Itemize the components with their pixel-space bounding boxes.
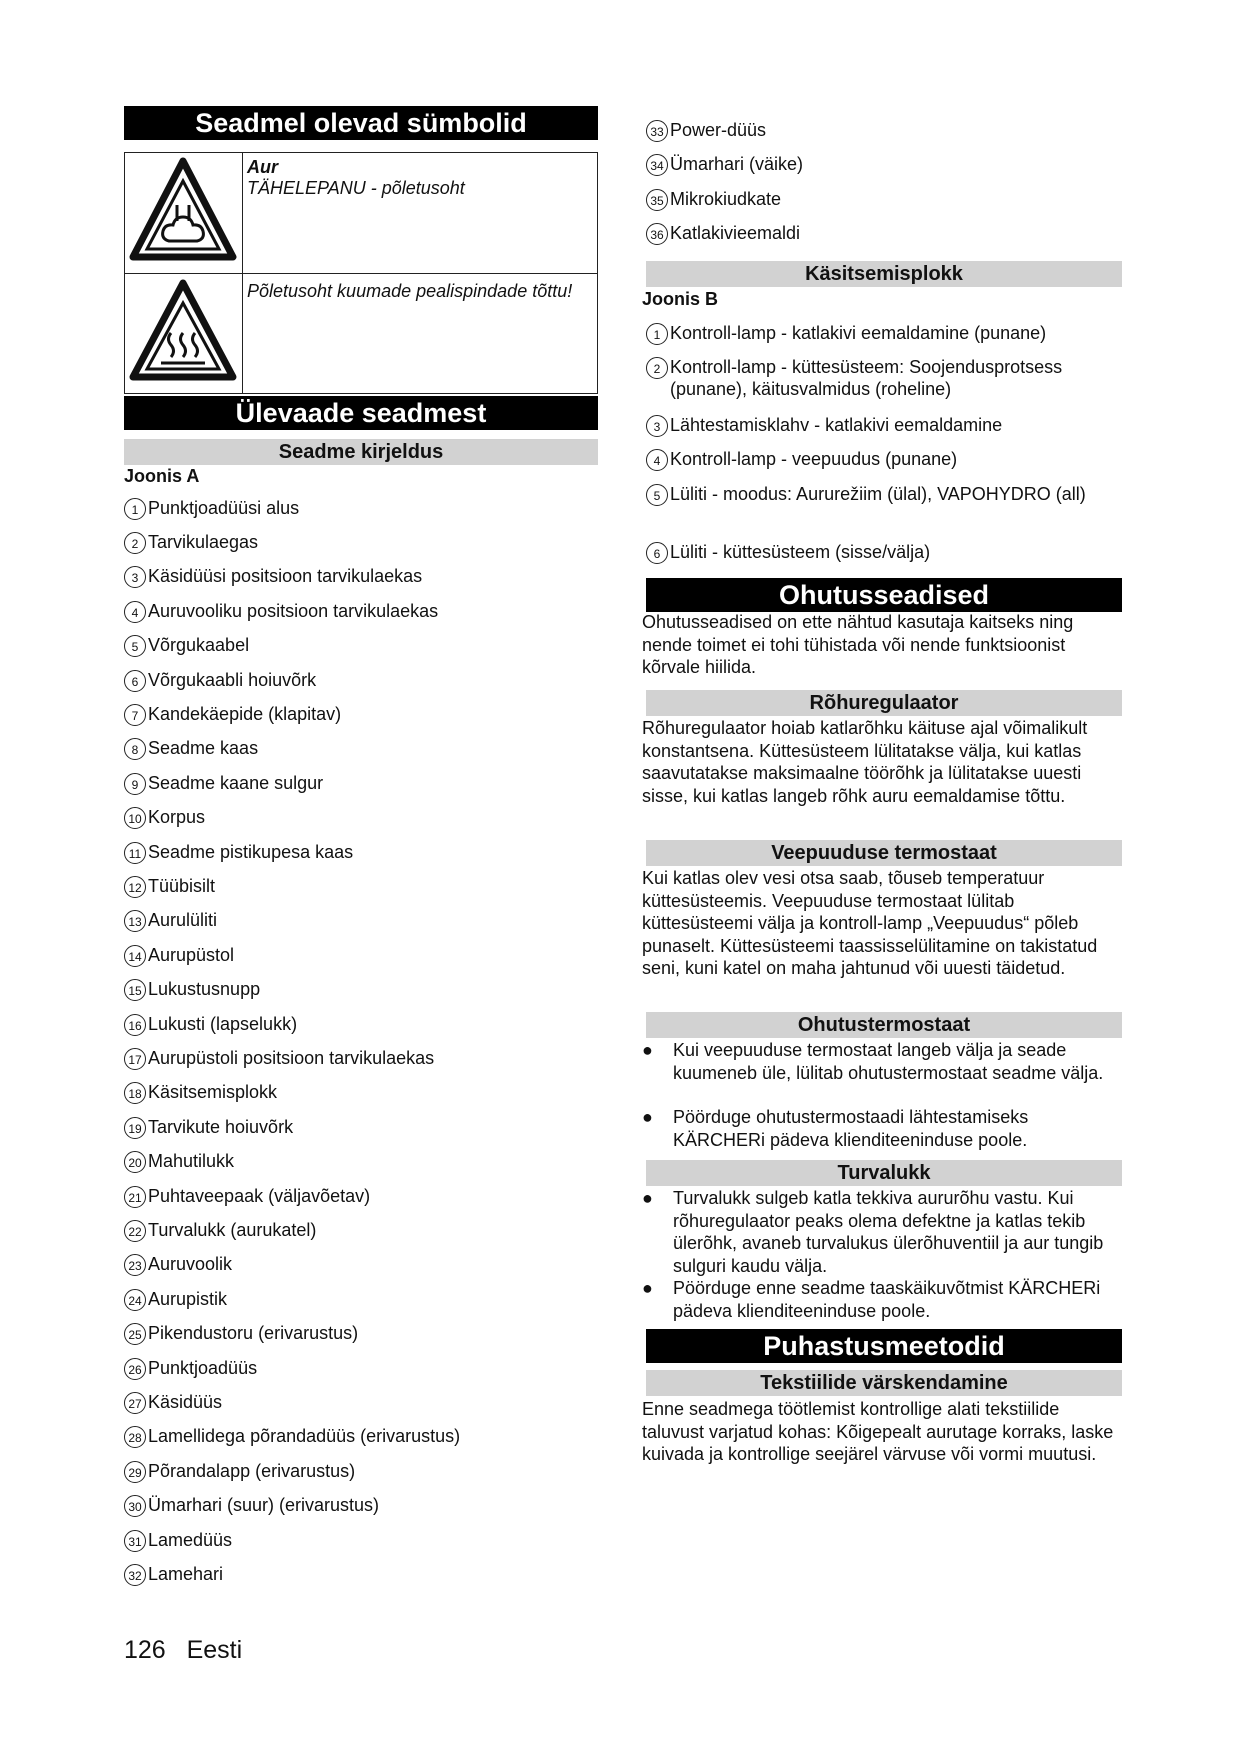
list-item: 3 Käsidüüsi positsioon tarvikulaekas — [124, 565, 422, 588]
list-item: 6 Võrgukaabli hoiuvõrk — [124, 669, 316, 692]
pressure-regulator-heading: Rõhuregulaator — [646, 690, 1122, 716]
symbol-row-1-label: Aur — [247, 157, 278, 177]
list-item: 21 Puhtaveepaak (väljavõetav) — [124, 1185, 370, 1208]
list-item: 17 Aurupüstoli positsioon tarvikulaekas — [124, 1047, 434, 1070]
bullet-item: ● Turvalukk sulgeb katla tekkiva aururõhu vastu. Kui rõhuregulaator peaks olema defektne ja katlas tekib ülerõhk, avaneb turvalukus ülerõhuventiil ja aur tungib sulguri kaudu välja. — [642, 1188, 1104, 1276]
list-item: 32 Lamehari — [124, 1563, 223, 1586]
list-item: 33 Power-düüs — [646, 119, 766, 142]
figure-b-label: Joonis B — [642, 289, 719, 309]
list-item: 6 Lüliti - küttesüsteem (sisse/välja) — [646, 541, 1116, 564]
cleaning-heading: Puhastusmeetodid — [646, 1329, 1122, 1363]
list-item: 2 Tarvikulaegas — [124, 531, 258, 554]
list-item: 8 Seadme kaas — [124, 737, 258, 760]
list-item: 13 Aurulüliti — [124, 909, 217, 932]
list-item: 20 Mahutilukk — [124, 1150, 234, 1173]
list-item: 36 Katlakivieemaldi — [646, 222, 800, 245]
list-item: 16 Lukusti (lapselukk) — [124, 1013, 297, 1036]
list-item: 25 Pikendustoru (erivarustus) — [124, 1322, 358, 1345]
list-item: 1 Kontroll-lamp - katlakivi eemaldamine (punane) — [646, 322, 1116, 345]
hot-surface-warning-icon — [125, 273, 241, 391]
list-item: 24 Aurupistik — [124, 1288, 227, 1311]
list-item: 35 Mikrokiudkate — [646, 188, 781, 211]
list-item: 5 Võrgukaabel — [124, 634, 249, 657]
list-item: 19 Tarvikute hoiuvõrk — [124, 1116, 293, 1139]
water-thermostat-text: Kui katlas olev vesi otsa saab, tõuseb temperatuur küttesüsteemis. Veepuuduse termostaat lülitab küttesüsteemi välja ja kontroll-lamp „Veepuudus“ põleb punaselt. Küttesüsteemi taassisselülitamine on takistatud seni, kuni katel on maha jahtunud või uuesti täidetud. — [642, 868, 1098, 978]
list-item: 11 Seadme pistikupesa kaas — [124, 841, 353, 864]
bullet-item: ● Pöörduge enne seadme taaskäikuvõtmist KÄRCHERi pädeva klienditeeninduse poole. — [642, 1278, 1101, 1321]
textiles-text: Enne seadmega töötlemist kontrollige alati tekstiilide taluvust varjatud kohas: Kõigepealt aurutage korraks, laske kuivada ja kontrollige seejärel värvuse või vormi muutusi. — [642, 1399, 1114, 1464]
device-description-heading: Seadme kirjeldus — [124, 439, 598, 465]
symbols-heading: Seadmel olevad sümbolid — [124, 106, 598, 140]
list-item: 26 Punktjoadüüs — [124, 1357, 257, 1380]
list-item: 7 Kandekäepide (klapitav) — [124, 703, 341, 726]
list-item: 27 Käsidüüs — [124, 1391, 222, 1414]
safety-lock-heading: Turvalukk — [646, 1160, 1122, 1186]
hot-surface-warning-cell — [125, 273, 243, 393]
list-item: 23 Auruvoolik — [124, 1253, 232, 1276]
list-item: 14 Aurupüstol — [124, 944, 234, 967]
page-footer — [124, 1636, 242, 1665]
list-item: 4 Auruvooliku positsioon tarvikulaekas — [124, 600, 438, 623]
textiles-heading: Tekstiilide värskendamine — [646, 1370, 1122, 1396]
water-thermostat-heading: Veepuuduse termostaat — [646, 840, 1122, 866]
steam-warning-icon — [125, 153, 241, 271]
list-item: 28 Lamellidega põrandadüüs (erivarustus) — [124, 1425, 460, 1448]
figure-a-label: Joonis A — [124, 466, 200, 486]
page-number: 126 — [124, 1636, 166, 1664]
list-item: 5 Lüliti - moodus: Aururežiim (ülal), VAPOHYDRO (all) — [646, 483, 1086, 506]
list-item: 12 Tüübisilt — [124, 875, 215, 898]
list-item: 31 Lamedüüs — [124, 1529, 232, 1552]
list-item: 4 Kontroll-lamp - veepuudus (punane) — [646, 448, 1116, 471]
bullet-item: ● Pöörduge ohutustermostaadi lähtestamiseks KÄRCHERi pädeva klienditeeninduse poole. — [642, 1107, 1029, 1150]
control-block-heading: Käsitsemisplokk — [646, 261, 1122, 287]
page-language: Eesti — [186, 1636, 243, 1664]
symbols-table — [124, 152, 598, 394]
symbol-row-1-text — [247, 157, 595, 199]
pressure-regulator-text: Rõhuregulaator hoiab katlarõhku käituse ajal võimalikult konstantsena. Küttesüsteem lülitatakse välja, kui katlas saavutatakse maksimaalne töörõhk ja lülitatakse uuesti sisse, kui katlas langeb rõhk auru eemaldamise tõttu. — [642, 718, 1088, 806]
safety-intro: Ohutusseadised on ette nähtud kasutaja kaitseks ning nende toimet ei tohi tühistada või nende funktsioonist kõrvale hiilida. — [642, 612, 1074, 677]
list-item: 15 Lukustusnupp — [124, 978, 260, 1001]
list-item: 10 Korpus — [124, 806, 205, 829]
list-item: 1 Punktjoadüüsi alus — [124, 497, 299, 520]
list-item: 34 Ümarhari (väike) — [646, 153, 803, 176]
overview-heading: Ülevaade seadmest — [124, 396, 598, 430]
safety-thermostat-heading: Ohutustermostaat — [646, 1012, 1122, 1038]
list-item: 22 Turvalukk (aurukatel) — [124, 1219, 316, 1242]
symbol-row-2-desc: Põletusoht kuumade pealispindade tõttu! — [247, 281, 573, 301]
list-item: 30 Ümarhari (suur) (erivarustus) — [124, 1494, 379, 1517]
list-item: 3 Lähtestamisklahv - katlakivi eemaldamine — [646, 414, 1116, 437]
list-item: 18 Käsitsemisplokk — [124, 1081, 277, 1104]
list-item: 2 Kontroll-lamp - küttesüsteem: Soojendusprotsess (punane), käitusvalmidus (roheline) — [646, 356, 1106, 400]
safety-heading: Ohutusseadised — [646, 578, 1122, 612]
list-item: 9 Seadme kaane sulgur — [124, 772, 323, 795]
list-item: 29 Põrandalapp (erivarustus) — [124, 1460, 355, 1483]
steam-warning-cell — [125, 153, 243, 273]
symbol-row-1-desc: TÄHELEPANU - põletusoht — [247, 178, 465, 198]
bullet-item: ● Kui veepuuduse termostaat langeb välja ja seade kuumeneb üle, lülitab ohutustermostaat seadme välja. — [642, 1040, 1104, 1083]
